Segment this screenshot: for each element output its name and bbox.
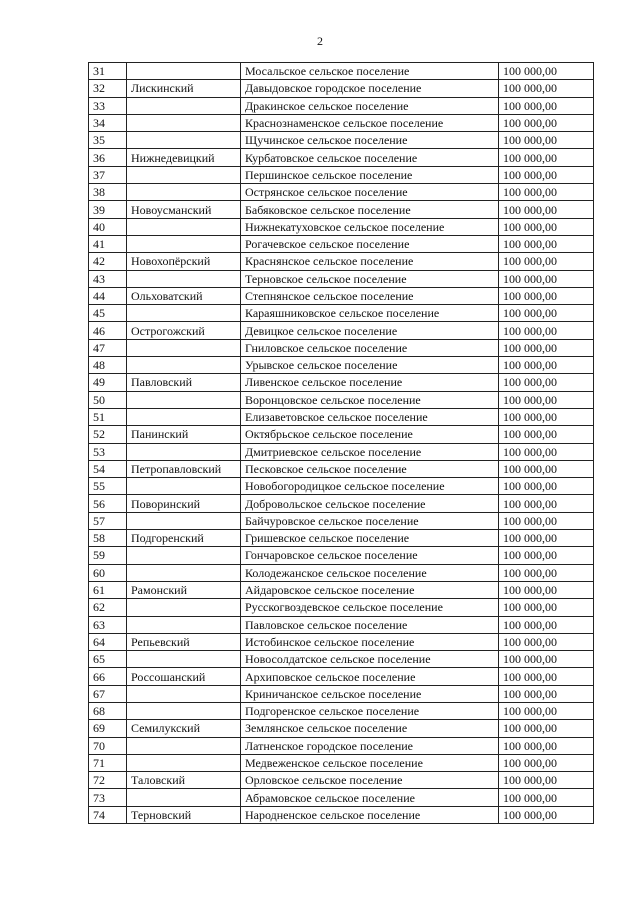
- amount-cell: 100 000,00: [499, 806, 594, 823]
- row-number-cell: 33: [89, 97, 127, 114]
- settlement-cell: Колодежанское сельское поселение: [241, 564, 499, 581]
- amount-cell: 100 000,00: [499, 426, 594, 443]
- table-row: [89, 720, 594, 737]
- amount-cell: 100 000,00: [499, 685, 594, 702]
- amount-cell: 100 000,00: [499, 391, 594, 408]
- settlement-cell: Подгоренское сельское поселение: [241, 702, 499, 719]
- settlement-cell: Добровольское сельское поселение: [241, 495, 499, 512]
- table-body: [89, 63, 594, 824]
- table-row: [89, 322, 594, 339]
- amount-cell: 100 000,00: [499, 754, 594, 771]
- table-row: [89, 599, 594, 616]
- table-row: [89, 772, 594, 789]
- row-number-cell: 42: [89, 253, 127, 270]
- row-number-cell: 41: [89, 235, 127, 252]
- district-cell: Новохопёрский: [127, 253, 241, 270]
- amount-cell: 100 000,00: [499, 443, 594, 460]
- row-number-cell: 48: [89, 357, 127, 374]
- amount-cell: 100 000,00: [499, 478, 594, 495]
- district-cell: [127, 547, 241, 564]
- district-cell: [127, 270, 241, 287]
- table-row: [89, 478, 594, 495]
- district-cell: [127, 357, 241, 374]
- settlement-cell: Курбатовское сельское поселение: [241, 149, 499, 166]
- district-cell: [127, 443, 241, 460]
- row-number-cell: 54: [89, 460, 127, 477]
- row-number-cell: 65: [89, 651, 127, 668]
- amount-cell: 100 000,00: [499, 530, 594, 547]
- district-cell: [127, 114, 241, 131]
- district-cell: [127, 97, 241, 114]
- amount-cell: 100 000,00: [499, 270, 594, 287]
- settlement-cell: Дмитриевское сельское поселение: [241, 443, 499, 460]
- amount-cell: 100 000,00: [499, 460, 594, 477]
- district-cell: Рамонский: [127, 581, 241, 598]
- settlement-cell: Архиповское сельское поселение: [241, 668, 499, 685]
- row-number-cell: 36: [89, 149, 127, 166]
- settlement-cell: Рогачевское сельское поселение: [241, 235, 499, 252]
- amount-cell: 100 000,00: [499, 495, 594, 512]
- table-row: [89, 97, 594, 114]
- amount-cell: 100 000,00: [499, 547, 594, 564]
- row-number-cell: 67: [89, 685, 127, 702]
- settlement-cell: Новобогородицкое сельское поселение: [241, 478, 499, 495]
- amount-cell: 100 000,00: [499, 789, 594, 806]
- district-cell: [127, 63, 241, 80]
- district-cell: [127, 184, 241, 201]
- amount-cell: 100 000,00: [499, 132, 594, 149]
- row-number-cell: 61: [89, 581, 127, 598]
- settlement-cell: Медвеженское сельское поселение: [241, 754, 499, 771]
- table-row: [89, 685, 594, 702]
- table-row: [89, 201, 594, 218]
- row-number-cell: 52: [89, 426, 127, 443]
- row-number-cell: 68: [89, 702, 127, 719]
- settlement-cell: Новосолдатское сельское поселение: [241, 651, 499, 668]
- table-row: [89, 754, 594, 771]
- table-row: [89, 426, 594, 443]
- row-number-cell: 59: [89, 547, 127, 564]
- settlement-cell: Байчуровское сельское поселение: [241, 512, 499, 529]
- settlement-cell: Воронцовское сельское поселение: [241, 391, 499, 408]
- district-cell: [127, 305, 241, 322]
- row-number-cell: 64: [89, 633, 127, 650]
- table-row: [89, 564, 594, 581]
- table-row: [89, 443, 594, 460]
- settlement-cell: Степнянское сельское поселение: [241, 287, 499, 304]
- row-number-cell: 46: [89, 322, 127, 339]
- amount-cell: 100 000,00: [499, 339, 594, 356]
- page-number: 2: [317, 34, 323, 48]
- amount-cell: 100 000,00: [499, 581, 594, 598]
- table-row: [89, 132, 594, 149]
- district-cell: [127, 685, 241, 702]
- table-row: [89, 581, 594, 598]
- settlement-cell: Павловское сельское поселение: [241, 616, 499, 633]
- settlement-cell: Першинское сельское поселение: [241, 166, 499, 183]
- amount-cell: 100 000,00: [499, 63, 594, 80]
- table-row: [89, 305, 594, 322]
- settlement-cell: Острянское сельское поселение: [241, 184, 499, 201]
- settlement-cell: Песковское сельское поселение: [241, 460, 499, 477]
- district-cell: [127, 651, 241, 668]
- row-number-cell: 56: [89, 495, 127, 512]
- district-cell: [127, 339, 241, 356]
- row-number-cell: 62: [89, 599, 127, 616]
- row-number-cell: 63: [89, 616, 127, 633]
- settlement-cell: Давыдовское городское поселение: [241, 80, 499, 97]
- row-number-cell: 51: [89, 408, 127, 425]
- amount-cell: 100 000,00: [499, 287, 594, 304]
- amount-cell: 100 000,00: [499, 772, 594, 789]
- district-cell: Петропавловский: [127, 460, 241, 477]
- settlement-cell: Урывское сельское поселение: [241, 357, 499, 374]
- district-cell: Репьевский: [127, 633, 241, 650]
- table-row: [89, 806, 594, 823]
- settlement-cell: Абрамовское сельское поселение: [241, 789, 499, 806]
- row-number-cell: 39: [89, 201, 127, 218]
- table-row: [89, 184, 594, 201]
- row-number-cell: 74: [89, 806, 127, 823]
- row-number-cell: 44: [89, 287, 127, 304]
- district-cell: Нижнедевицкий: [127, 149, 241, 166]
- settlement-cell: Латненское городское поселение: [241, 737, 499, 754]
- table-row: [89, 633, 594, 650]
- amount-cell: 100 000,00: [499, 651, 594, 668]
- amount-cell: 100 000,00: [499, 80, 594, 97]
- table-row: [89, 253, 594, 270]
- table-row: [89, 391, 594, 408]
- row-number-cell: 58: [89, 530, 127, 547]
- settlement-cell: Караяшниковское сельское поселение: [241, 305, 499, 322]
- row-number-cell: 35: [89, 132, 127, 149]
- row-number-cell: 66: [89, 668, 127, 685]
- row-number-cell: 40: [89, 218, 127, 235]
- settlement-cell: Девицкое сельское поселение: [241, 322, 499, 339]
- table-row: [89, 287, 594, 304]
- table-row: [89, 702, 594, 719]
- settlement-cell: Ливенское сельское поселение: [241, 374, 499, 391]
- table-row: [89, 651, 594, 668]
- amount-cell: 100 000,00: [499, 235, 594, 252]
- district-cell: Панинский: [127, 426, 241, 443]
- row-number-cell: 31: [89, 63, 127, 80]
- table-row: [89, 218, 594, 235]
- table-row: [89, 616, 594, 633]
- table-row: [89, 149, 594, 166]
- district-cell: [127, 564, 241, 581]
- district-cell: [127, 616, 241, 633]
- settlement-cell: Землянское сельское поселение: [241, 720, 499, 737]
- amount-cell: 100 000,00: [499, 322, 594, 339]
- district-cell: [127, 478, 241, 495]
- settlement-cell: Краснознаменское сельское поселение: [241, 114, 499, 131]
- amount-cell: 100 000,00: [499, 668, 594, 685]
- table-row: [89, 530, 594, 547]
- amount-cell: 100 000,00: [499, 633, 594, 650]
- settlement-cell: Нижнекатуховское сельское поселение: [241, 218, 499, 235]
- district-cell: [127, 737, 241, 754]
- district-cell: Таловский: [127, 772, 241, 789]
- district-cell: [127, 789, 241, 806]
- district-cell: Новоусманский: [127, 201, 241, 218]
- amount-cell: 100 000,00: [499, 97, 594, 114]
- row-number-cell: 38: [89, 184, 127, 201]
- amount-cell: 100 000,00: [499, 564, 594, 581]
- row-number-cell: 47: [89, 339, 127, 356]
- district-cell: [127, 235, 241, 252]
- district-cell: [127, 599, 241, 616]
- district-cell: Ольховатский: [127, 287, 241, 304]
- district-cell: [127, 218, 241, 235]
- settlement-cell: Криничанское сельское поселение: [241, 685, 499, 702]
- amount-cell: 100 000,00: [499, 149, 594, 166]
- amount-cell: 100 000,00: [499, 374, 594, 391]
- row-number-cell: 57: [89, 512, 127, 529]
- amount-cell: 100 000,00: [499, 201, 594, 218]
- amount-cell: 100 000,00: [499, 512, 594, 529]
- settlement-cell: Мосальское сельское поселение: [241, 63, 499, 80]
- table-row: [89, 460, 594, 477]
- table-row: [89, 737, 594, 754]
- amount-cell: 100 000,00: [499, 720, 594, 737]
- row-number-cell: 45: [89, 305, 127, 322]
- amount-cell: 100 000,00: [499, 702, 594, 719]
- row-number-cell: 60: [89, 564, 127, 581]
- district-cell: [127, 132, 241, 149]
- district-cell: Поворинский: [127, 495, 241, 512]
- district-cell: Россошанский: [127, 668, 241, 685]
- district-cell: [127, 512, 241, 529]
- district-cell: [127, 166, 241, 183]
- settlement-cell: Гришевское сельское поселение: [241, 530, 499, 547]
- settlement-cell: Октябрьское сельское поселение: [241, 426, 499, 443]
- row-number-cell: 73: [89, 789, 127, 806]
- table-row: [89, 668, 594, 685]
- settlement-cell: Краснянское сельское поселение: [241, 253, 499, 270]
- table-row: [89, 512, 594, 529]
- table-row: [89, 339, 594, 356]
- table-row: [89, 408, 594, 425]
- row-number-cell: 55: [89, 478, 127, 495]
- row-number-cell: 69: [89, 720, 127, 737]
- amount-cell: 100 000,00: [499, 253, 594, 270]
- settlement-cell: Народненское сельское поселение: [241, 806, 499, 823]
- table-row: [89, 547, 594, 564]
- row-number-cell: 50: [89, 391, 127, 408]
- settlement-cell: Гниловское сельское поселение: [241, 339, 499, 356]
- amount-cell: 100 000,00: [499, 218, 594, 235]
- amount-cell: 100 000,00: [499, 737, 594, 754]
- row-number-cell: 32: [89, 80, 127, 97]
- amount-cell: 100 000,00: [499, 184, 594, 201]
- settlement-cell: Русскогвоздевское сельское поселение: [241, 599, 499, 616]
- amount-cell: 100 000,00: [499, 616, 594, 633]
- amount-cell: 100 000,00: [499, 305, 594, 322]
- row-number-cell: 70: [89, 737, 127, 754]
- settlement-cell: Гончаровское сельское поселение: [241, 547, 499, 564]
- row-number-cell: 43: [89, 270, 127, 287]
- amount-cell: 100 000,00: [499, 114, 594, 131]
- settlement-cell: Щучинское сельское поселение: [241, 132, 499, 149]
- settlement-cell: Орловское сельское поселение: [241, 772, 499, 789]
- district-cell: Подгоренский: [127, 530, 241, 547]
- row-number-cell: 34: [89, 114, 127, 131]
- row-number-cell: 71: [89, 754, 127, 771]
- row-number-cell: 72: [89, 772, 127, 789]
- table-row: [89, 80, 594, 97]
- settlement-cell: Терновское сельское поселение: [241, 270, 499, 287]
- table-row: [89, 63, 594, 80]
- district-cell: [127, 702, 241, 719]
- row-number-cell: 49: [89, 374, 127, 391]
- district-cell: Павловский: [127, 374, 241, 391]
- table-row: [89, 166, 594, 183]
- settlement-cell: Айдаровское сельское поселение: [241, 581, 499, 598]
- district-cell: Терновский: [127, 806, 241, 823]
- table-row: [89, 789, 594, 806]
- amount-cell: 100 000,00: [499, 357, 594, 374]
- table-row: [89, 114, 594, 131]
- table-row: [89, 357, 594, 374]
- district-cell: [127, 408, 241, 425]
- settlement-cell: Истобинское сельское поселение: [241, 633, 499, 650]
- settlement-funding-table: [88, 62, 594, 824]
- amount-cell: 100 000,00: [499, 599, 594, 616]
- settlement-cell: Бабяковское сельское поселение: [241, 201, 499, 218]
- table-row: [89, 495, 594, 512]
- table-row: [89, 374, 594, 391]
- row-number-cell: 37: [89, 166, 127, 183]
- table-row: [89, 235, 594, 252]
- amount-cell: 100 000,00: [499, 408, 594, 425]
- settlement-cell: Елизаветовское сельское поселение: [241, 408, 499, 425]
- table-row: [89, 270, 594, 287]
- district-cell: [127, 754, 241, 771]
- district-cell: Лискинский: [127, 80, 241, 97]
- district-cell: Острогожский: [127, 322, 241, 339]
- district-cell: [127, 391, 241, 408]
- row-number-cell: 53: [89, 443, 127, 460]
- amount-cell: 100 000,00: [499, 166, 594, 183]
- settlement-cell: Дракинское сельское поселение: [241, 97, 499, 114]
- district-cell: Семилукский: [127, 720, 241, 737]
